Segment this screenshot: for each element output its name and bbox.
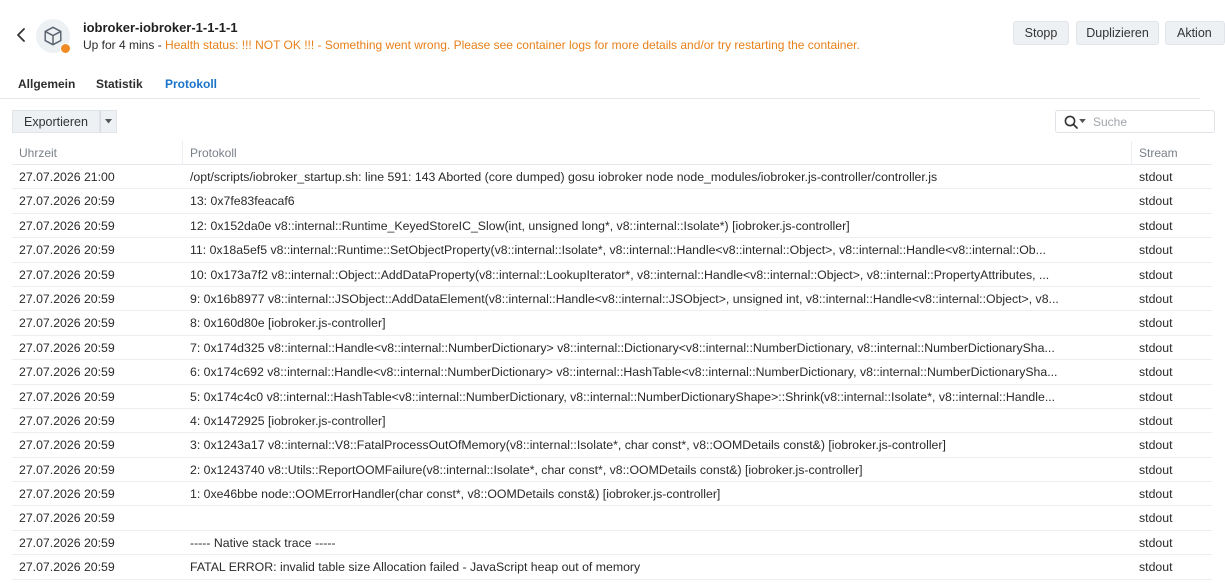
- cell-time: 27.07.2026 20:59: [19, 365, 115, 380]
- action-button[interactable]: Aktion: [1165, 21, 1225, 45]
- cell-stream: stdout: [1139, 291, 1173, 306]
- cell-stream: stdout: [1139, 438, 1173, 453]
- cell-time: 27.07.2026 20:59: [19, 267, 115, 282]
- cell-message: 2: 0x1243740 v8::Utils::ReportOOMFailure(v8::internal::Isolate*, char const*, v8::OOMDetails const&) [iobroker.js-controller]: [190, 462, 863, 477]
- tab-statistik[interactable]: Statistik: [96, 77, 143, 91]
- cell-time: 27.07.2026 20:59: [19, 194, 115, 209]
- cell-stream: stdout: [1139, 560, 1173, 575]
- cell-time: 27.07.2026 20:59: [19, 487, 115, 502]
- table-row[interactable]: [12, 458, 1212, 482]
- column-header-time[interactable]: Uhrzeit: [19, 146, 58, 160]
- cell-time: 27.07.2026 20:59: [19, 462, 115, 477]
- health-status-text: Health status: !!! NOT OK !!! - Something went wrong. Please see container logs for more details and/or try restarting the container.: [165, 38, 860, 52]
- caret-down-icon: [105, 119, 112, 124]
- cell-time: 27.07.2026 20:59: [19, 340, 115, 355]
- table-row[interactable]: [12, 189, 1212, 213]
- cell-time: 27.07.2026 20:59: [19, 438, 115, 453]
- cell-message: 13: 0x7fe83feacaf6: [190, 194, 295, 209]
- cell-message: ----- Native stack trace -----: [190, 535, 336, 550]
- cell-stream: stdout: [1139, 194, 1173, 209]
- cell-stream: stdout: [1139, 365, 1173, 380]
- cell-message: 9: 0x16b8977 v8::internal::JSObject::AddDataElement(v8::internal::Handle<v8::internal::JSObject>, unsigned int, v8::internal::Handle<v8::internal::Object>, v8...: [190, 291, 1059, 306]
- column-divider[interactable]: [1131, 141, 1132, 165]
- cell-message: /opt/scripts/iobroker_startup.sh: line 591: 143 Aborted (core dumped) gosu iobroker node node_modules/iobroker.js-controller/controller.js: [190, 170, 938, 184]
- search-filter-caret-icon[interactable]: [1079, 119, 1087, 125]
- cell-stream: stdout: [1139, 535, 1173, 550]
- tab-allgemein[interactable]: Allgemein: [18, 77, 76, 91]
- container-title: iobroker-iobroker-1-1-1-1: [83, 20, 238, 35]
- export-dropdown-button[interactable]: [100, 110, 117, 133]
- stop-button[interactable]: Stopp: [1013, 21, 1069, 45]
- status-indicator: [60, 43, 71, 54]
- export-button[interactable]: Exportieren: [12, 110, 100, 133]
- cell-time: 27.07.2026 20:59: [19, 291, 115, 306]
- back-button[interactable]: [12, 25, 30, 45]
- cell-stream: stdout: [1139, 267, 1173, 282]
- cell-message: 11: 0x18a5ef5 v8::internal::Runtime::SetObjectProperty(v8::internal::Isolate*, v8::internal::Handle<v8::internal::Object>, v8::internal::Handle<v8::internal::Ob...: [190, 243, 1046, 258]
- cell-stream: stdout: [1139, 487, 1173, 502]
- container-status: [83, 38, 860, 52]
- uptime-text: Up for 4 mins -: [83, 38, 166, 52]
- cell-stream: stdout: [1139, 316, 1173, 331]
- cell-message: 3: 0x1243a17 v8::internal::V8::FatalProcessOutOfMemory(v8::internal::Isolate*, char const*, v8::OOMDetails const&) [iobroker.js-controller]: [190, 438, 946, 453]
- cell-time: 27.07.2026 20:59: [19, 243, 115, 258]
- cell-message: 1: 0xe46bbe node::OOMErrorHandler(char const*, v8::OOMDetails const&) [iobroker.js-controller]: [190, 487, 721, 502]
- cell-stream: stdout: [1139, 511, 1173, 526]
- tab-protokoll[interactable]: Protokoll: [165, 77, 218, 91]
- cell-time: 27.07.2026 21:00: [19, 170, 115, 184]
- cell-stream: stdout: [1139, 243, 1173, 258]
- cell-time: 27.07.2026 20:59: [19, 316, 115, 331]
- column-header-stream[interactable]: Stream: [1139, 146, 1178, 160]
- table-row[interactable]: [12, 311, 1212, 335]
- table-row[interactable]: [12, 165, 1212, 189]
- table-row[interactable]: [12, 385, 1212, 409]
- cell-message: 12: 0x152da0e v8::internal::Runtime_KeyedStoreIC_Slow(int, unsigned long*, v8::internal::Isolate*) [iobroker.js-controller]: [190, 218, 850, 233]
- cell-message: 10: 0x173a7f2 v8::internal::Object::AddDataProperty(v8::internal::LookupIterator*, v8::internal::Handle<v8::internal::Object>, v8::internal::PropertyAttributes, ...: [190, 267, 1050, 282]
- search-input[interactable]: [1093, 115, 1203, 129]
- duplicate-button[interactable]: Duplizieren: [1076, 21, 1159, 45]
- log-table-body: [12, 165, 1212, 580]
- cell-time: 27.07.2026 20:59: [19, 389, 115, 404]
- container-header: [0, 0, 1212, 70]
- table-row[interactable]: [12, 238, 1212, 262]
- log-toolbar: [0, 100, 1200, 140]
- cell-time: 27.07.2026 20:59: [19, 560, 115, 575]
- cell-stream: stdout: [1139, 218, 1173, 233]
- cell-message: 4: 0x1472925 [iobroker.js-controller]: [190, 413, 386, 428]
- table-row[interactable]: [12, 287, 1212, 311]
- cell-stream: stdout: [1139, 462, 1173, 477]
- column-divider[interactable]: [182, 141, 183, 165]
- log-table-header: [12, 141, 1212, 165]
- table-row[interactable]: [12, 506, 1212, 530]
- cell-message: 8: 0x160d80e [iobroker.js-controller]: [190, 316, 386, 331]
- log-table: [12, 141, 1212, 580]
- cell-stream: stdout: [1139, 340, 1173, 355]
- cell-time: 27.07.2026 20:59: [19, 413, 115, 428]
- cell-stream: stdout: [1139, 170, 1173, 184]
- cell-time: 27.07.2026 20:59: [19, 535, 115, 550]
- cell-message: 6: 0x174c692 v8::internal::Handle<v8::internal::NumberDictionary> v8::internal::HashTable<v8::internal::NumberDictionary, v8::internal::NumberDictionarySha...: [190, 365, 1058, 380]
- cell-time: 27.07.2026 20:59: [19, 511, 115, 526]
- table-row[interactable]: [12, 409, 1212, 433]
- column-header-message[interactable]: Protokoll: [190, 146, 237, 160]
- table-row[interactable]: [12, 336, 1212, 360]
- cell-message: 5: 0x174c4c0 v8::internal::HashTable<v8::internal::NumberDictionary, v8::internal::NumberDictionaryShape>::Shrink(v8::internal::Isolate*, v8::internal::Handle...: [190, 389, 1056, 404]
- search-icon[interactable]: [1064, 115, 1078, 129]
- table-row[interactable]: [12, 555, 1212, 579]
- chevron-left-icon: [16, 28, 26, 42]
- cell-message: FATAL ERROR: invalid table size Allocation failed - JavaScript heap out of memory: [190, 560, 641, 575]
- tab-bar: [0, 70, 1200, 99]
- table-row[interactable]: [12, 531, 1212, 555]
- search-box: [1055, 110, 1215, 133]
- cell-time: 27.07.2026 20:59: [19, 218, 115, 233]
- export-split-button: [12, 110, 117, 133]
- table-row[interactable]: [12, 482, 1212, 506]
- table-row[interactable]: [12, 214, 1212, 238]
- cell-message: 7: 0x174d325 v8::internal::Handle<v8::internal::NumberDictionary> v8::internal::Dictionary<v8::internal::NumberDictionary, v8::internal::NumberDictionarySha...: [190, 340, 1055, 355]
- table-row[interactable]: [12, 263, 1212, 287]
- cell-stream: stdout: [1139, 389, 1173, 404]
- table-row[interactable]: [12, 360, 1212, 384]
- table-row[interactable]: [12, 433, 1212, 457]
- cell-stream: stdout: [1139, 413, 1173, 428]
